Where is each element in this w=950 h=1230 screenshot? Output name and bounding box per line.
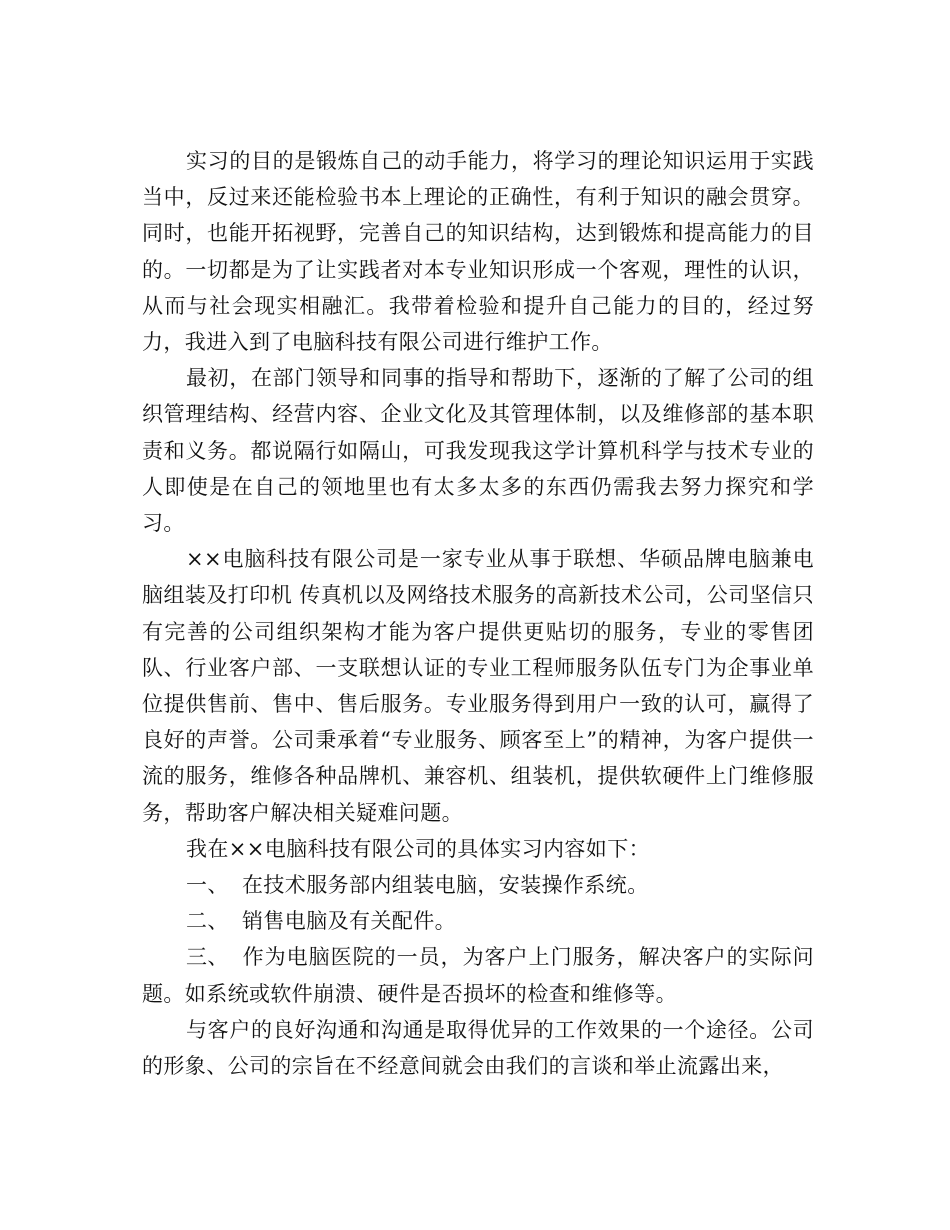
paragraph-company-intro: ××电脑科技有限公司是一家专业从事于联想、华硕品牌电脑兼电脑组装及打印机 传真机以及网络技术服务的高新技术公司，公司坚信只有完善的公司组织架构才能为客户提供更贴切的服务，专业的零售团队、行业客户部、一支联想认证的专业工程师服务队伍专门为企事业单位提供售前、售中、售后服务。专业服务得到用户一致的认可，赢得了良好的声誉。公司秉承着“专业服务、顾客至上”的精神，为客户提供一流的服务，维修各种品牌机、兼容机、组装机，提供软硬件上门维修服务，帮助客户解决相关疑难问题。 bbox=[142, 547, 814, 825]
paragraph-internship-purpose: 实习的目的是锻炼自己的动手能力，将学习的理论知识运用于实践当中，反过来还能检验书本上理论的正确性，有利于知识的融会贯穿。同时，也能开拓视野，完善自己的知识结构，达到锻炼和提高能力的目的。一切都是为了让实践者对本专业知识形成一个客观，理性的认识，从而与社会现实相融汇。我带着检验和提升自己能力的目的，经过努力，我进入到了电脑科技有限公司进行维护工作。 bbox=[142, 149, 814, 355]
list-number: 三、 bbox=[186, 945, 229, 970]
document-body bbox=[142, 143, 814, 1084]
list-text: 销售电脑及有关配件。 bbox=[242, 909, 456, 934]
list-number: 一、 bbox=[186, 873, 229, 898]
paragraph-internship-content-intro: 我在××电脑科技有限公司的具体实习内容如下： bbox=[186, 836, 650, 861]
list-item-3 bbox=[142, 939, 814, 1011]
list-item-2 bbox=[142, 903, 814, 939]
paragraph-communication: 与客户的良好沟通和沟通是取得优异的工作效果的一个途径。公司的形象、公司的宗旨在不经意间就会由我们的言谈和举止流露出来， bbox=[142, 1017, 814, 1079]
list-number: 二、 bbox=[186, 909, 229, 934]
paragraph-initial-experience: 最初，在部门领导和同事的指导和帮助下，逐渐的了解了公司的组织管理结构、经营内容、企业文化及其管理体制，以及维修部的基本职责和义务。都说隔行如隔山，可我发现我这学计算机科学与技术专业的人即使是在自己的领地里也有太多太多的东西仍需我去努力探究和学习。 bbox=[142, 366, 814, 536]
list-item-1 bbox=[142, 867, 814, 903]
list-text: 在技术服务部内组装电脑，安装操作系统。 bbox=[242, 873, 649, 898]
list-text: 作为电脑医院的一员，为客户上门服务，解决客户的实际问题。如系统或软件崩溃、硬件是否损坏的检查和维修等。 bbox=[142, 945, 814, 1006]
